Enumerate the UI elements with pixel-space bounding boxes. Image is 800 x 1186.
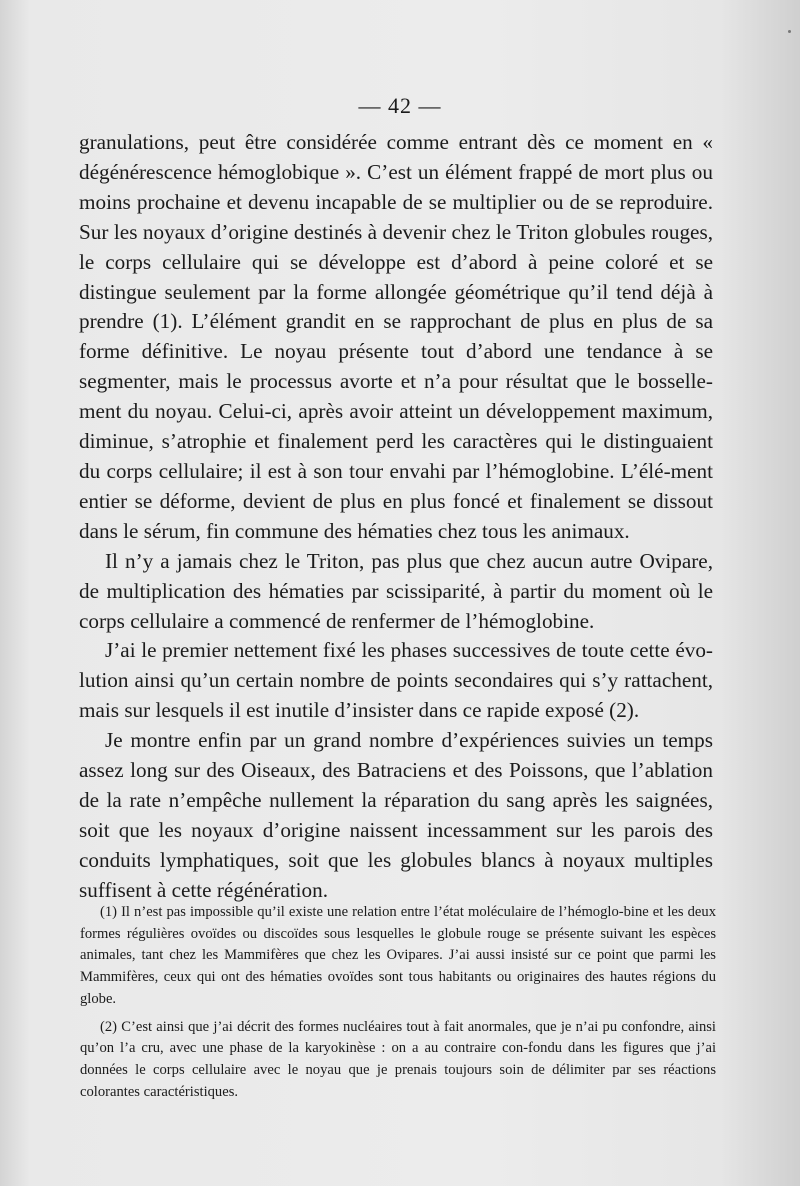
paragraph: granulations, peut être considérée comme entrant dès ce moment en « dégénérescence hémoglobique ». C’est un élément frappé de mort plus ou moins prochaine et devenu incapable de se multiplier ou de se reproduire. Sur les noyaux d’origine destinés à devenir chez le Triton globules rouges, le corps cellulaire qui se développe est d’abord à peine coloré et se distingue seulement par la forme allongée géométrique qu’il tend déjà à prendre (1). L’élément grandit en se rapprochant de plus en plus de sa forme définitive. Le noyau présente tout d’abord une tendance à se segmenter, mais le processus avorte et n’a pour résultat que le bosselle-ment du noyau. Celui-ci, après avoir atteint un développement maximum, diminue, s’atrophie et finalement perd les caractères qui le distinguaient du corps cellulaire; il est à son tour envahi par l’hémoglobine. L’élé-ment entier se déforme, devient de plus en plus foncé et finalement se dissout dans le sérum, fin commune des hématies chez tous les animaux. xyxy=(79,130,713,543)
paragraph: J’ai le premier nettement fixé les phases successives de toute cette évo-lution ainsi qu’un certain nombre de points secondaires qui s’y rattachent, mais sur lesquels il est inutile d’insister dans ce rapide exposé (2). xyxy=(79,638,713,723)
paragraph: Il n’y a jamais chez le Triton, pas plus que chez aucun autre Ovipare, de multiplication des hématies par scissiparité, à partir du moment où le corps cellulaire a commencé de renfermer de l’hémoglobine. xyxy=(79,548,713,633)
paragraph: Je montre enfin par un grand nombre d’expériences suivies un temps assez long sur des Oiseaux, des Batraciens et des Poissons, que l’ablation de la rate n’empêche nullement la réparation du sang après les saignées, soit que les noyaux d’origine naissent incessamment sur les parois des conduits lymphatiques, soit que les globules blancs à noyaux multiples suffisent à cette régénération. xyxy=(79,728,713,902)
page-number: — 42 — xyxy=(358,93,442,118)
footnotes xyxy=(80,902,716,1109)
page-speck xyxy=(788,30,791,33)
footnote: (1) Il n’est pas impossible qu’il existe une relation entre l’état moléculaire de l’hémoglo-bine et les deux formes régulières ovoïdes ou discoïdes sous lesquelles le globule rouge se présente suivant les espèces animales, tant chez les Mammifères que chez les Ovipares. J’ai aussi insisté sur ce point que parmi les Mammifères, ceux qui ont des hématies ovoïdes sont tous habitants ou originaires des hautes régions du globe. xyxy=(80,904,716,1007)
footnote: (2) C’est ainsi que j’ai décrit des formes nucléaires tout à fait anormales, que je n’ai pu confondre, ainsi qu’on l’a cru, avec une phase de la karyokinèse : on a au contraire con-fondu dans les figures que j’ai données le corps cellulaire avec le noyau que je prenais toujours soin de délimiter par ses réactions colorantes caractéristiques. xyxy=(80,1018,716,1100)
main-text xyxy=(79,128,713,906)
